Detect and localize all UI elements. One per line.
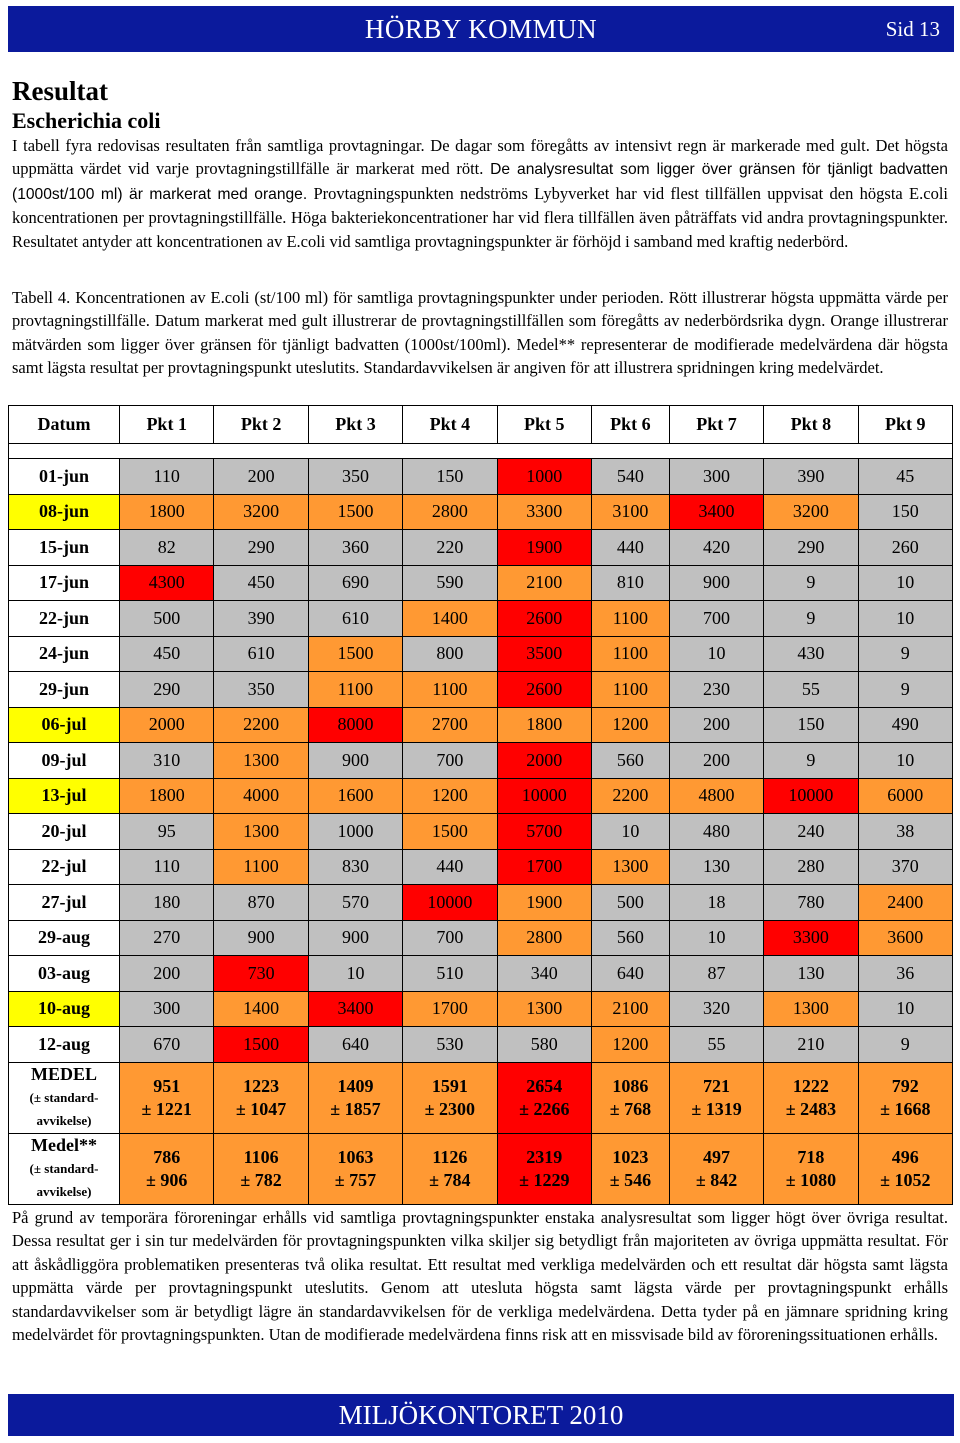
value-cell-pkt-1: 180 xyxy=(120,885,214,921)
value-cell-pkt-1: 450 xyxy=(120,636,214,672)
date-cell: 24-jun xyxy=(9,636,120,672)
value-cell-pkt-7: 480 xyxy=(669,814,763,850)
value-cell-pkt-9: 9 xyxy=(858,636,952,672)
intro-text-1: I tabell fyra redovisas resultaten från samtliga provtagningar. De dagar som föregåtts av intensivt regn är markerade med gult. Det högsta uppmätta värdet vid varje provtagningstillfälle är markerat med rött. xyxy=(12,136,948,179)
stat-label: MEDEL xyxy=(30,1064,97,1084)
stat-cell-pkt-5 xyxy=(497,1133,591,1204)
mean-value: 496 xyxy=(891,1146,919,1167)
value-cell-pkt-1: 82 xyxy=(120,530,214,566)
value-cell-pkt-8: 240 xyxy=(764,814,858,850)
value-cell-pkt-2: 1400 xyxy=(214,991,308,1027)
mean-value: 1126 xyxy=(432,1146,468,1167)
value-cell-pkt-5: 580 xyxy=(497,1027,591,1063)
value-cell-pkt-1: 200 xyxy=(120,956,214,992)
value-cell-pkt-4: 10000 xyxy=(403,885,497,921)
value-cell-pkt-4: 150 xyxy=(403,459,497,495)
value-cell-pkt-8: 150 xyxy=(764,707,858,743)
value-cell-pkt-9: 10 xyxy=(858,743,952,779)
value-cell-pkt-6: 1200 xyxy=(591,707,669,743)
stat-label-cell xyxy=(9,1062,120,1133)
date-cell: 20-jul xyxy=(9,814,120,850)
date-cell: 27-jul xyxy=(9,885,120,921)
header-title: HÖRBY KOMMUN xyxy=(364,14,598,44)
sd-value: ± 2266 xyxy=(519,1098,570,1119)
value-cell-pkt-3: 350 xyxy=(308,459,402,495)
value-cell-pkt-1: 110 xyxy=(120,849,214,885)
table-row xyxy=(9,707,953,743)
value-cell-pkt-5: 5700 xyxy=(497,814,591,850)
date-cell: 09-jul xyxy=(9,743,120,779)
value-cell-pkt-4: 1700 xyxy=(403,991,497,1027)
value-cell-pkt-6: 2100 xyxy=(591,991,669,1027)
value-cell-pkt-8: 780 xyxy=(764,885,858,921)
modified-mean-row xyxy=(9,1133,953,1204)
value-cell-pkt-5: 1700 xyxy=(497,849,591,885)
value-cell-pkt-2: 4000 xyxy=(214,778,308,814)
value-cell-pkt-2: 870 xyxy=(214,885,308,921)
stat-cell-pkt-1 xyxy=(120,1133,214,1204)
header-pkt-5: Pkt 5 xyxy=(497,406,591,444)
value-cell-pkt-2: 1100 xyxy=(214,849,308,885)
table-caption: Tabell 4. Koncentrationen av E.coli (st/100 ml) för samtliga provtagningspunkter under perioden. Rött illustrerar högsta uppmätta värde per provtagningstillfälle. Datum markerat med gult illustrerar de provtagningstillfällen som föregåtts av nederbördsrika dygn. Orange illustrerar mätvärden som ligger över gränsen för tjänligt badvatten (1000st/100ml). Medel** representerar de modifierade medelvärdena där högsta samt lägsta resultat per provtagningspunkt uteslutits. Standardavvikelsen är angiven för att illustrera spridningen kring medelvärdet. xyxy=(12,288,948,378)
value-cell-pkt-7: 230 xyxy=(669,672,763,708)
mean-value: 1591 xyxy=(431,1075,468,1096)
stat-cell-pkt-6 xyxy=(591,1133,669,1204)
value-cell-pkt-3: 1600 xyxy=(308,778,402,814)
value-cell-pkt-1: 270 xyxy=(120,920,214,956)
header-pkt-7: Pkt 7 xyxy=(669,406,763,444)
intro-text-sans: De analysresultat som ligger över gränsen för tjänligt badvatten (1000st/100 ml) är markerat med orange. xyxy=(12,161,948,203)
table-row xyxy=(9,672,953,708)
header-pkt-6: Pkt 6 xyxy=(591,406,669,444)
value-cell-pkt-6: 500 xyxy=(591,885,669,921)
table-row xyxy=(9,814,953,850)
value-cell-pkt-3: 10 xyxy=(308,956,402,992)
value-cell-pkt-6: 560 xyxy=(591,920,669,956)
date-cell: 12-aug xyxy=(9,1027,120,1063)
value-cell-pkt-7: 55 xyxy=(669,1027,763,1063)
value-cell-pkt-3: 570 xyxy=(308,885,402,921)
value-cell-pkt-5: 2800 xyxy=(497,920,591,956)
value-cell-pkt-1: 1800 xyxy=(120,494,214,530)
value-cell-pkt-1: 300 xyxy=(120,991,214,1027)
stat-cell-pkt-6 xyxy=(591,1062,669,1133)
date-cell: 22-jun xyxy=(9,601,120,637)
value-cell-pkt-7: 130 xyxy=(669,849,763,885)
table-row xyxy=(9,1027,953,1063)
date-cell: 15-jun xyxy=(9,530,120,566)
table-row xyxy=(9,636,953,672)
table-row xyxy=(9,601,953,637)
header-datum: Datum xyxy=(9,406,120,444)
header-pkt-1: Pkt 1 xyxy=(120,406,214,444)
date-cell: 17-jun xyxy=(9,565,120,601)
sd-value: ± 2483 xyxy=(785,1098,837,1119)
stat-cell-pkt-7 xyxy=(669,1062,763,1133)
value-cell-pkt-9: 45 xyxy=(858,459,952,495)
value-cell-pkt-4: 2700 xyxy=(403,707,497,743)
value-cell-pkt-4: 440 xyxy=(403,849,497,885)
value-cell-pkt-3: 900 xyxy=(308,743,402,779)
stat-cell-pkt-2 xyxy=(214,1062,308,1133)
intro-paragraph xyxy=(12,134,948,253)
page-footer xyxy=(8,1394,954,1436)
table-row xyxy=(9,565,953,601)
header-pkt-3: Pkt 3 xyxy=(308,406,402,444)
value-cell-pkt-6: 560 xyxy=(591,743,669,779)
sd-value: ± 1229 xyxy=(519,1169,570,1190)
value-cell-pkt-5: 2600 xyxy=(497,601,591,637)
value-cell-pkt-9: 6000 xyxy=(858,778,952,814)
value-cell-pkt-7: 4800 xyxy=(669,778,763,814)
table-row xyxy=(9,920,953,956)
value-cell-pkt-7: 3400 xyxy=(669,494,763,530)
date-cell: 08-jun xyxy=(9,494,120,530)
value-cell-pkt-8: 210 xyxy=(764,1027,858,1063)
mean-value: 1086 xyxy=(612,1075,649,1096)
ecoli-table xyxy=(8,405,953,1205)
value-cell-pkt-4: 1500 xyxy=(403,814,497,850)
value-cell-pkt-8: 290 xyxy=(764,530,858,566)
page-header xyxy=(8,6,954,52)
value-cell-pkt-7: 300 xyxy=(669,459,763,495)
value-cell-pkt-2: 1300 xyxy=(214,743,308,779)
header-pkt-8: Pkt 8 xyxy=(764,406,858,444)
mean-value: 792 xyxy=(891,1075,919,1096)
spacer-cell xyxy=(9,444,953,459)
value-cell-pkt-1: 2000 xyxy=(120,707,214,743)
stat-label: Medel** xyxy=(31,1135,97,1155)
value-cell-pkt-3: 830 xyxy=(308,849,402,885)
date-cell: 29-aug xyxy=(9,920,120,956)
table-spacer-row xyxy=(9,444,953,459)
value-cell-pkt-3: 1500 xyxy=(308,636,402,672)
value-cell-pkt-8: 9 xyxy=(764,601,858,637)
sd-value: ± 768 xyxy=(609,1098,652,1119)
value-cell-pkt-6: 810 xyxy=(591,565,669,601)
value-cell-pkt-5: 2000 xyxy=(497,743,591,779)
value-cell-pkt-9: 10 xyxy=(858,991,952,1027)
value-cell-pkt-7: 10 xyxy=(669,920,763,956)
value-cell-pkt-5: 3500 xyxy=(497,636,591,672)
value-cell-pkt-6: 3100 xyxy=(591,494,669,530)
value-cell-pkt-3: 3400 xyxy=(308,991,402,1027)
mean-value: 718 xyxy=(797,1146,825,1167)
table-row xyxy=(9,743,953,779)
value-cell-pkt-4: 1400 xyxy=(403,601,497,637)
stat-cell-pkt-8 xyxy=(764,1133,858,1204)
value-cell-pkt-9: 10 xyxy=(858,601,952,637)
value-cell-pkt-5: 10000 xyxy=(497,778,591,814)
value-cell-pkt-3: 1000 xyxy=(308,814,402,850)
sd-value: ± 782 xyxy=(240,1169,282,1190)
value-cell-pkt-1: 290 xyxy=(120,672,214,708)
value-cell-pkt-4: 530 xyxy=(403,1027,497,1063)
value-cell-pkt-4: 1200 xyxy=(403,778,497,814)
value-cell-pkt-5: 340 xyxy=(497,956,591,992)
value-cell-pkt-7: 900 xyxy=(669,565,763,601)
date-cell: 13-jul xyxy=(9,778,120,814)
value-cell-pkt-4: 220 xyxy=(403,530,497,566)
value-cell-pkt-8: 130 xyxy=(764,956,858,992)
value-cell-pkt-3: 360 xyxy=(308,530,402,566)
stat-cell-pkt-5 xyxy=(497,1062,591,1133)
value-cell-pkt-7: 700 xyxy=(669,601,763,637)
sd-value: ± 1052 xyxy=(880,1169,931,1190)
value-cell-pkt-6: 1200 xyxy=(591,1027,669,1063)
stat-cell-pkt-4 xyxy=(403,1133,497,1204)
value-cell-pkt-2: 350 xyxy=(214,672,308,708)
stat-cell-pkt-3 xyxy=(308,1133,402,1204)
value-cell-pkt-8: 3200 xyxy=(764,494,858,530)
value-cell-pkt-9: 2400 xyxy=(858,885,952,921)
section-heading: Resultat xyxy=(12,76,108,106)
sd-value: ± 2300 xyxy=(424,1098,476,1119)
table-row xyxy=(9,778,953,814)
date-cell: 03-aug xyxy=(9,956,120,992)
value-cell-pkt-5: 1900 xyxy=(497,885,591,921)
mean-value: 1222 xyxy=(792,1075,829,1096)
value-cell-pkt-7: 18 xyxy=(669,885,763,921)
value-cell-pkt-8: 1300 xyxy=(764,991,858,1027)
value-cell-pkt-3: 690 xyxy=(308,565,402,601)
value-cell-pkt-9: 36 xyxy=(858,956,952,992)
value-cell-pkt-4: 1100 xyxy=(403,672,497,708)
value-cell-pkt-9: 10 xyxy=(858,565,952,601)
mean-row xyxy=(9,1062,953,1133)
sd-value: ± 842 xyxy=(695,1169,738,1190)
table-body xyxy=(9,444,953,1205)
value-cell-pkt-6: 2200 xyxy=(591,778,669,814)
value-cell-pkt-7: 320 xyxy=(669,991,763,1027)
date-cell: 10-aug xyxy=(9,991,120,1027)
stat-cell-pkt-4 xyxy=(403,1062,497,1133)
value-cell-pkt-4: 800 xyxy=(403,636,497,672)
value-cell-pkt-6: 10 xyxy=(591,814,669,850)
value-cell-pkt-9: 9 xyxy=(858,1027,952,1063)
value-cell-pkt-7: 200 xyxy=(669,743,763,779)
sd-value: ± 1668 xyxy=(880,1098,931,1119)
date-cell: 06-jul xyxy=(9,707,120,743)
stat-sublabel: (± standard-avvikelse) xyxy=(29,1090,99,1128)
value-cell-pkt-5: 2100 xyxy=(497,565,591,601)
sd-value: ± 757 xyxy=(334,1169,377,1190)
value-cell-pkt-8: 9 xyxy=(764,565,858,601)
value-cell-pkt-9: 3600 xyxy=(858,920,952,956)
sd-value: ± 1221 xyxy=(141,1098,192,1119)
value-cell-pkt-2: 1300 xyxy=(214,814,308,850)
value-cell-pkt-8: 9 xyxy=(764,743,858,779)
value-cell-pkt-5: 1300 xyxy=(497,991,591,1027)
table-row xyxy=(9,494,953,530)
sd-value: ± 546 xyxy=(609,1169,652,1190)
value-cell-pkt-6: 540 xyxy=(591,459,669,495)
value-cell-pkt-8: 280 xyxy=(764,849,858,885)
value-cell-pkt-5: 1800 xyxy=(497,707,591,743)
value-cell-pkt-6: 440 xyxy=(591,530,669,566)
value-cell-pkt-1: 1800 xyxy=(120,778,214,814)
mean-value: 2319 xyxy=(526,1146,563,1167)
value-cell-pkt-1: 670 xyxy=(120,1027,214,1063)
stat-sublabel: (± standard-avvikelse) xyxy=(29,1161,99,1199)
value-cell-pkt-3: 1500 xyxy=(308,494,402,530)
value-cell-pkt-9: 9 xyxy=(858,672,952,708)
value-cell-pkt-5: 1000 xyxy=(497,459,591,495)
value-cell-pkt-2: 1500 xyxy=(214,1027,308,1063)
value-cell-pkt-6: 1100 xyxy=(591,601,669,637)
value-cell-pkt-8: 10000 xyxy=(764,778,858,814)
value-cell-pkt-4: 2800 xyxy=(403,494,497,530)
mean-value: 951 xyxy=(153,1075,181,1096)
mean-value: 1223 xyxy=(243,1075,280,1096)
stat-label-cell xyxy=(9,1133,120,1204)
value-cell-pkt-5: 2600 xyxy=(497,672,591,708)
value-cell-pkt-1: 4300 xyxy=(120,565,214,601)
value-cell-pkt-6: 1100 xyxy=(591,636,669,672)
sd-value: ± 784 xyxy=(429,1169,471,1190)
mean-value: 1106 xyxy=(243,1146,279,1167)
mean-value: 1063 xyxy=(337,1146,374,1167)
stat-cell-pkt-3 xyxy=(308,1062,402,1133)
sd-value: ± 1857 xyxy=(330,1098,381,1119)
table-header-row xyxy=(9,406,953,444)
sd-value: ± 906 xyxy=(146,1169,188,1190)
value-cell-pkt-1: 310 xyxy=(120,743,214,779)
value-cell-pkt-7: 200 xyxy=(669,707,763,743)
stat-cell-pkt-7 xyxy=(669,1133,763,1204)
header-pkt-2: Pkt 2 xyxy=(214,406,308,444)
mean-value: 786 xyxy=(153,1146,181,1167)
date-cell: 01-jun xyxy=(9,459,120,495)
subsection-heading: Escherichia coli xyxy=(12,108,161,133)
value-cell-pkt-8: 55 xyxy=(764,672,858,708)
footer-title: MILJÖKONTORET 2010 xyxy=(338,1400,624,1430)
value-cell-pkt-3: 8000 xyxy=(308,707,402,743)
value-cell-pkt-5: 1900 xyxy=(497,530,591,566)
intro-text-2: Provtagningspunkten nedströms Lybyverket har vid flest tillfällen uppvisat den högsta E.coli koncentrationen per provtagningstillfälle. Höga bakteriekoncentrationer har vid flera tillfällen även påträffats vid andra provtagningspunkter. Resultatet antyder att koncentrationen av E.coli vid samtliga provtagningspunkter är förhöjd i samband med kraftig nederbörd. xyxy=(12,183,948,251)
table-row xyxy=(9,530,953,566)
date-cell: 22-jul xyxy=(9,849,120,885)
value-cell-pkt-9: 38 xyxy=(858,814,952,850)
date-cell: 29-jun xyxy=(9,672,120,708)
table-row xyxy=(9,885,953,921)
value-cell-pkt-6: 640 xyxy=(591,956,669,992)
page-number: Sid 13 xyxy=(885,17,940,41)
value-cell-pkt-3: 610 xyxy=(308,601,402,637)
conclusion-paragraph: På grund av temporära föroreningar erhålls vid samtliga provtagningspunkter enstaka analysresultat som ligger högt över övriga resultat. Dessa resultat ger i sin tur medelvärden för provtagningspunkten vilka skiljer sig betydligt från majoriteten av övriga uppmätta resultat. För att åskådliggöra problematiken presenteras två olika resultat. Ett resultat med verkliga medelvärden och ett resultat där högsta samt lägsta uppmätta värde per provtagningspunkt uteslutits. Genom att utesluta högsta samt lägsta värde per provtagningspunkt erhålls standardavvikelser som är betydligt lägre än standardavvikelsen för de verkliga medelvärdena. Detta tyder på en jämnare spridning kring medelvärdet för provtagningspunkten. Utan de modifierade medelvärdena finns risk att en missvisade bild av föroreningssituationen erhålls. xyxy=(12,1208,948,1345)
value-cell-pkt-9: 150 xyxy=(858,494,952,530)
stat-cell-pkt-2 xyxy=(214,1133,308,1204)
header-pkt-9: Pkt 9 xyxy=(858,406,952,444)
value-cell-pkt-7: 87 xyxy=(669,956,763,992)
mean-value: 2654 xyxy=(526,1075,563,1096)
value-cell-pkt-1: 110 xyxy=(120,459,214,495)
value-cell-pkt-4: 700 xyxy=(403,920,497,956)
value-cell-pkt-4: 590 xyxy=(403,565,497,601)
sd-value: ± 1080 xyxy=(785,1169,837,1190)
value-cell-pkt-2: 900 xyxy=(214,920,308,956)
value-cell-pkt-5: 3300 xyxy=(497,494,591,530)
value-cell-pkt-7: 10 xyxy=(669,636,763,672)
stat-cell-pkt-9 xyxy=(858,1062,952,1133)
stat-cell-pkt-1 xyxy=(120,1062,214,1133)
sd-value: ± 1047 xyxy=(235,1098,287,1119)
value-cell-pkt-7: 420 xyxy=(669,530,763,566)
value-cell-pkt-8: 430 xyxy=(764,636,858,672)
value-cell-pkt-6: 1300 xyxy=(591,849,669,885)
stat-cell-pkt-8 xyxy=(764,1062,858,1133)
value-cell-pkt-2: 730 xyxy=(214,956,308,992)
table-row xyxy=(9,991,953,1027)
stat-cell-pkt-9 xyxy=(858,1133,952,1204)
value-cell-pkt-3: 640 xyxy=(308,1027,402,1063)
table-row xyxy=(9,956,953,992)
value-cell-pkt-8: 390 xyxy=(764,459,858,495)
value-cell-pkt-8: 3300 xyxy=(764,920,858,956)
value-cell-pkt-2: 610 xyxy=(214,636,308,672)
value-cell-pkt-9: 490 xyxy=(858,707,952,743)
value-cell-pkt-2: 290 xyxy=(214,530,308,566)
value-cell-pkt-2: 3200 xyxy=(214,494,308,530)
value-cell-pkt-1: 500 xyxy=(120,601,214,637)
table-row xyxy=(9,459,953,495)
value-cell-pkt-4: 700 xyxy=(403,743,497,779)
value-cell-pkt-1: 95 xyxy=(120,814,214,850)
value-cell-pkt-9: 260 xyxy=(858,530,952,566)
value-cell-pkt-2: 450 xyxy=(214,565,308,601)
mean-value: 1409 xyxy=(337,1075,374,1096)
value-cell-pkt-3: 900 xyxy=(308,920,402,956)
value-cell-pkt-2: 2200 xyxy=(214,707,308,743)
mean-value: 497 xyxy=(703,1146,730,1167)
header-pkt-4: Pkt 4 xyxy=(403,406,497,444)
mean-value: 1023 xyxy=(612,1146,649,1167)
value-cell-pkt-9: 370 xyxy=(858,849,952,885)
value-cell-pkt-2: 390 xyxy=(214,601,308,637)
value-cell-pkt-3: 1100 xyxy=(308,672,402,708)
value-cell-pkt-2: 200 xyxy=(214,459,308,495)
value-cell-pkt-6: 1100 xyxy=(591,672,669,708)
sd-value: ± 1319 xyxy=(691,1098,742,1119)
mean-value: 721 xyxy=(703,1075,730,1096)
table-row xyxy=(9,849,953,885)
value-cell-pkt-4: 510 xyxy=(403,956,497,992)
